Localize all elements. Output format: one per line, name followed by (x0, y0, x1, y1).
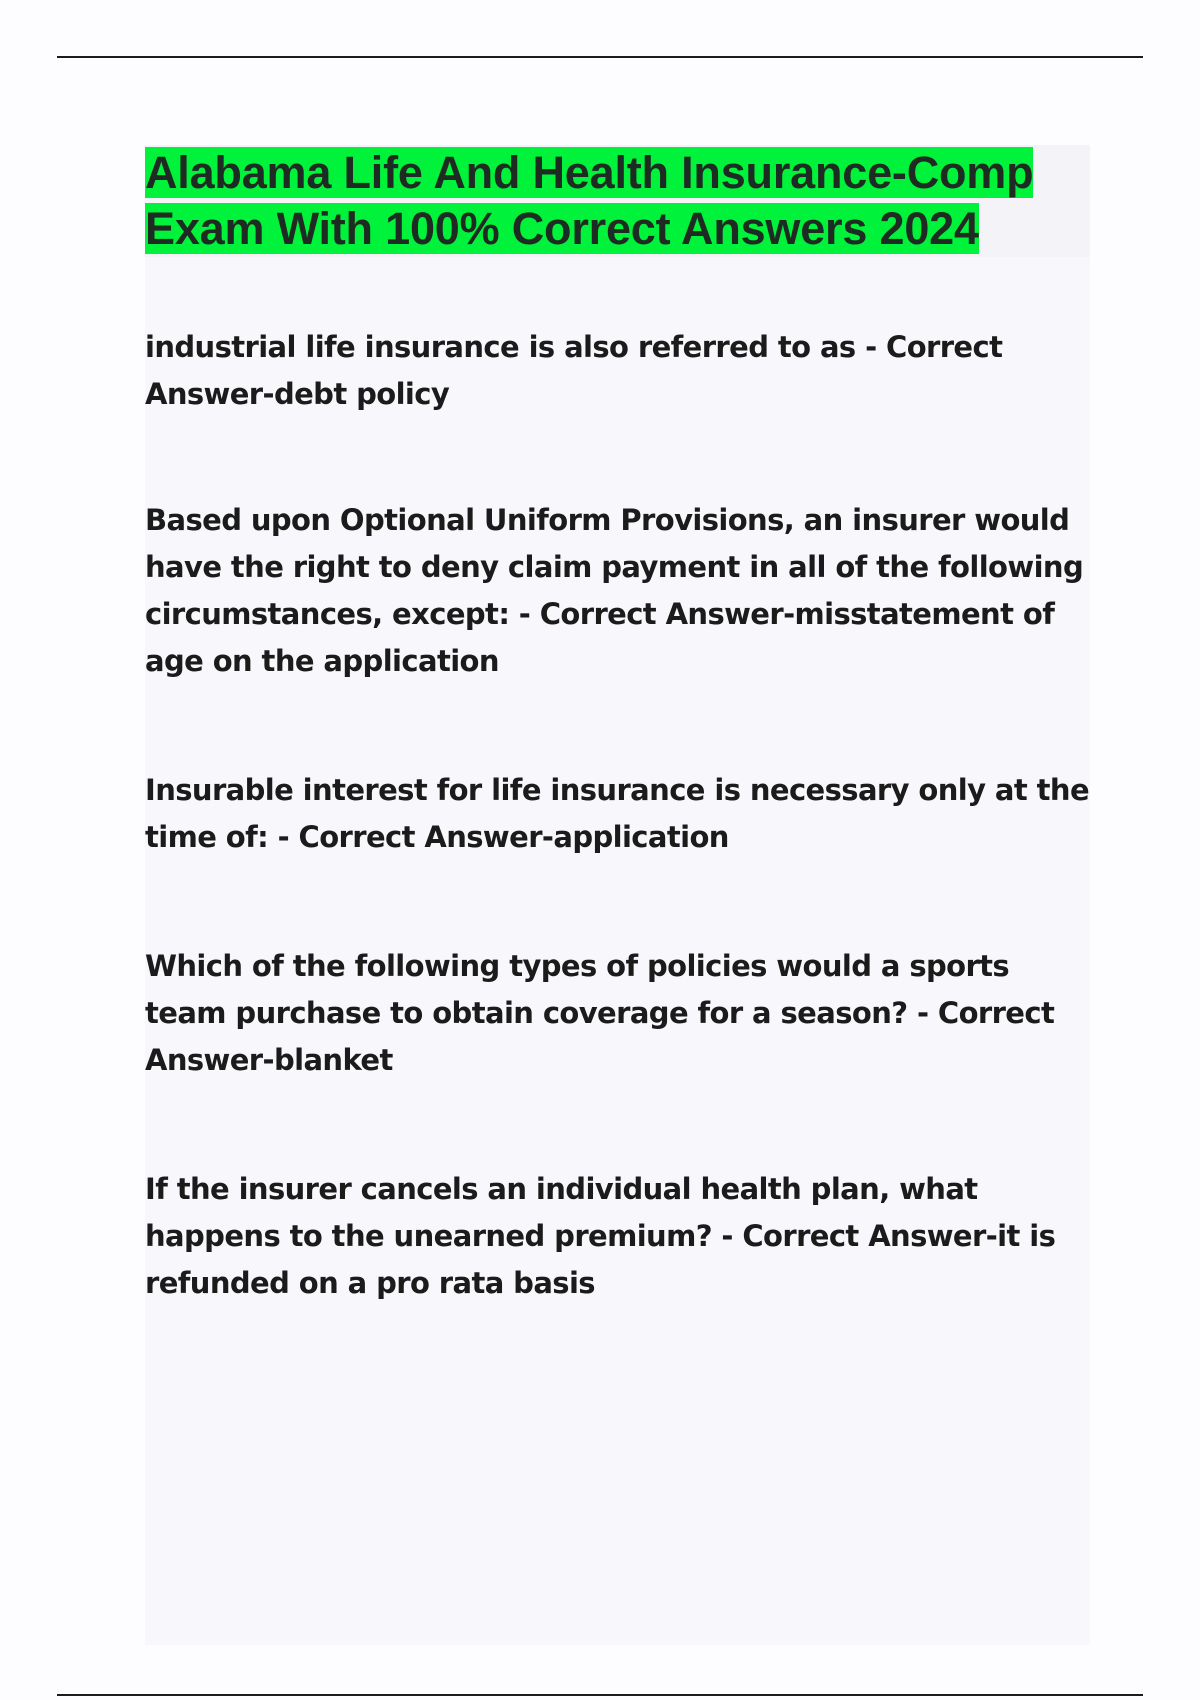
qa-list (145, 324, 1090, 1307)
qa-item (145, 497, 1090, 685)
qa-question: If the insurer cancels an individual health plan, what happens to the unearned premium? (145, 1172, 978, 1253)
qa-separator: - Correct Answer- (268, 820, 554, 854)
top-rule (57, 56, 1143, 58)
qa-item (145, 324, 1090, 418)
bottom-rule (57, 1694, 1143, 1696)
qa-answer: misstatement of age on the application (145, 597, 1055, 678)
qa-item (145, 767, 1090, 861)
document-title (145, 145, 1090, 257)
qa-answer: blanket (273, 1043, 393, 1077)
qa-answer: debt policy (273, 377, 450, 411)
qa-separator: - Correct Answer- (509, 597, 795, 631)
title-block (145, 145, 1090, 257)
document-body (145, 145, 1090, 1645)
qa-question: Which of the following types of policies would a sports team purchase to obtain coverage for a season? (145, 949, 1010, 1030)
qa-answer: application (553, 820, 729, 854)
qa-separator: - Correct Answer- (145, 996, 1055, 1077)
title-highlight: Alabama Life And Health Insurance-Comp Exam With 100% Correct Answers 2024 (145, 147, 1034, 254)
qa-question: Insurable interest for life insurance is necessary only at the time of: (145, 773, 1090, 854)
qa-item (145, 1166, 1090, 1307)
qa-answer: it is refunded on a pro rata basis (145, 1219, 1056, 1300)
qa-question: industrial life insurance is also referred to as (145, 330, 856, 364)
qa-question: Based upon Optional Uniform Provisions, an insurer would have the right to deny claim payment in all of the following circumstances, except: (145, 503, 1084, 631)
qa-separator: - Correct Answer- (145, 330, 1003, 411)
qa-item (145, 943, 1090, 1084)
qa-separator: - Correct Answer- (711, 1219, 998, 1253)
